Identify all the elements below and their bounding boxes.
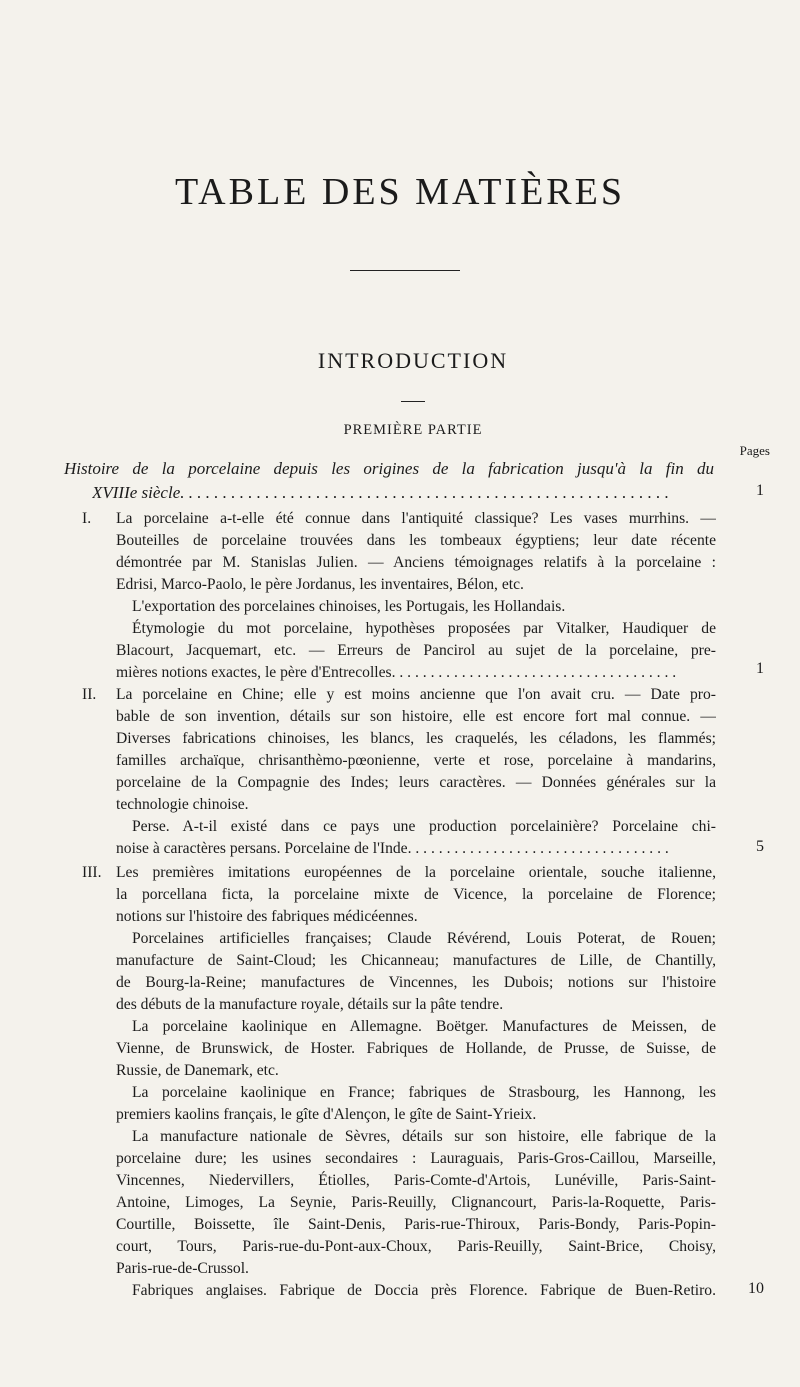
entry-line: Étymologie du mot porcelaine, hypothèses proposées par Vitalker, Haudiquer de (132, 620, 716, 637)
entry-line: Bouteilles de porcelaine trouvées dans les tombeaux égyptiens; leur date récente (116, 532, 716, 549)
entry-2-page-number: 5 (756, 838, 764, 855)
entry-line: Les premières imitations européennes de la porcelaine orientale, souche italienne, (116, 864, 716, 881)
entry-line: familles archaïque, chrisanthèmo-pœonienne, verte et rose, porcelaine à mandarins, (116, 752, 716, 769)
entry-line: Paris-rue-de-Crussol. (116, 1260, 249, 1277)
history-heading-line2: XVIIIe siècle. . . . . . . . . . . . . . . . . . . . . . . . . . . . . . . . . . . . . . . . . . . . . . . . . . . . . . . . . . (92, 483, 669, 502)
entry-line: Vincennes, Niedervillers, Étiolles, Paris-Comte-d'Artois, Lunéville, Paris-Saint- (116, 1172, 716, 1189)
entry-line: porcelaine de la Compagnie des Indes; leurs caractères. — Données générales sur la (116, 774, 716, 791)
entry-line: Fabriques anglaises. Fabrique de Doccia près Florence. Fabrique de Buen-Retiro. (132, 1282, 716, 1299)
entry-line: de Bourg-la-Reine; manufactures de Vincennes, les Dubois; notions sur l'histoire (116, 974, 716, 991)
title-divider (350, 270, 460, 271)
part-heading: PREMIÈRE PARTIE (343, 422, 483, 438)
entry-line: La porcelaine kaolinique en Allemagne. Boëtger. Manufactures de Meissen, de (132, 1018, 716, 1035)
entry-line: Antoine, Limoges, La Seynie, Paris-Reuilly, Clignancourt, Paris-la-Roquette, Paris- (116, 1194, 716, 1211)
entry-line: court, Tours, Paris-rue-du-Pont-aux-Choux, Paris-Reuilly, Saint-Brice, Choisy, (116, 1238, 716, 1255)
pages-column-label: Pages (739, 443, 770, 458)
entry-3-page-number: 10 (748, 1280, 764, 1297)
toc-entry-1 (82, 508, 716, 684)
entry-line: manufacture de Saint-Cloud; les Chicanneau; manufactures de Lille, de Chantilly, (116, 952, 716, 969)
entry-line: Russie, de Danemark, etc. (116, 1062, 279, 1079)
history-heading-line1: Histoire de la porcelaine depuis les origines de la fabrication jusqu'à la fin du (64, 459, 714, 478)
entry-line: La manufacture nationale de Sèvres, détails sur son histoire, elle fabrique de la (132, 1128, 716, 1145)
toc-entry-2 (82, 684, 716, 860)
entry-line: Porcelaines artificielles françaises; Claude Révérend, Louis Poterat, de Rouen; (132, 930, 716, 947)
entry-line: Perse. A-t-il existé dans ce pays une production porcelainière? Porcelaine chi- (132, 818, 716, 835)
entry-numeral: II. (82, 686, 97, 703)
history-page-number: 1 (756, 482, 764, 499)
entry-line: Courtille, Boissette, île Saint-Denis, Paris-rue-Thiroux, Paris-Bondy, Paris-Popin- (116, 1216, 716, 1233)
entry-line: Vienne, de Brunswick, de Hoster. Fabriques de Hollande, de Prusse, de Suisse, de (116, 1040, 716, 1057)
entry-line: porcelaine dure; les usines secondaires : Lauraguais, Paris-Gros-Caillou, Marseille, (116, 1150, 716, 1167)
entry-line: La porcelaine a-t-elle été connue dans l'antiquité classique? Les vases murrhins. — (116, 510, 716, 527)
entry-line: Blacourt, Jacquemart, etc. — Erreurs de Pancirol au sujet de la porcelaine, pre- (116, 642, 716, 659)
entry-line: La porcelaine en Chine; elle y est moins ancienne que l'on avait cru. — Date pro- (116, 686, 716, 703)
entry-line: la porcellana ficta, la porcelaine mixte de Vicence, la porcelaine de Florence; (116, 886, 716, 903)
entry-line: démontrée par M. Stanislas Julien. — Anciens témoignages relatifs à la porcelaine : (116, 554, 716, 571)
entry-numeral: I. (82, 510, 92, 527)
entry-line: Diverses fabrications chinoises, les blancs, les craquelés, les céladons, les flammés; (116, 730, 716, 747)
entry-line: L'exportation des porcelaines chinoises, les Portugais, les Hollandais. (132, 598, 566, 615)
entry-line: bable de son invention, détails sur son histoire, elle est encore fort mal connue. — (116, 708, 716, 725)
toc-entry-3 (82, 862, 716, 1302)
entry-line: premiers kaolins français, le gîte d'Alençon, le gîte de Saint-Yrieix. (116, 1106, 537, 1123)
section-divider (401, 401, 425, 402)
entry-line: mières notions exactes, le père d'Entrecolles. . . . . . . . . . . . . . . . . . . . . . . . . . . . . . . . . . . . . (116, 664, 677, 681)
entry-line: La porcelaine kaolinique en France; fabriques de Strasbourg, les Hannong, les (132, 1084, 716, 1101)
entry-line: Edrisi, Marco-Paolo, le père Jordanus, les inventaires, Bélon, etc. (116, 576, 524, 593)
entry-line: noise à caractères persans. Porcelaine de l'Inde. . . . . . . . . . . . . . . . . . . . . . . . . . . . . . . . . . (116, 840, 669, 857)
entry-line: des débuts de la manufacture royale, détails sur la pâte tendre. (116, 996, 504, 1013)
entry-line: technologie chinoise. (116, 796, 249, 813)
page-title: TABLE DES MATIÈRES (175, 171, 625, 213)
section-heading: INTRODUCTION (317, 348, 509, 373)
entry-1-page-number: 1 (756, 660, 764, 677)
entry-numeral: III. (82, 864, 102, 881)
entry-line: notions sur l'histoire des fabriques médicéennes. (116, 908, 418, 925)
